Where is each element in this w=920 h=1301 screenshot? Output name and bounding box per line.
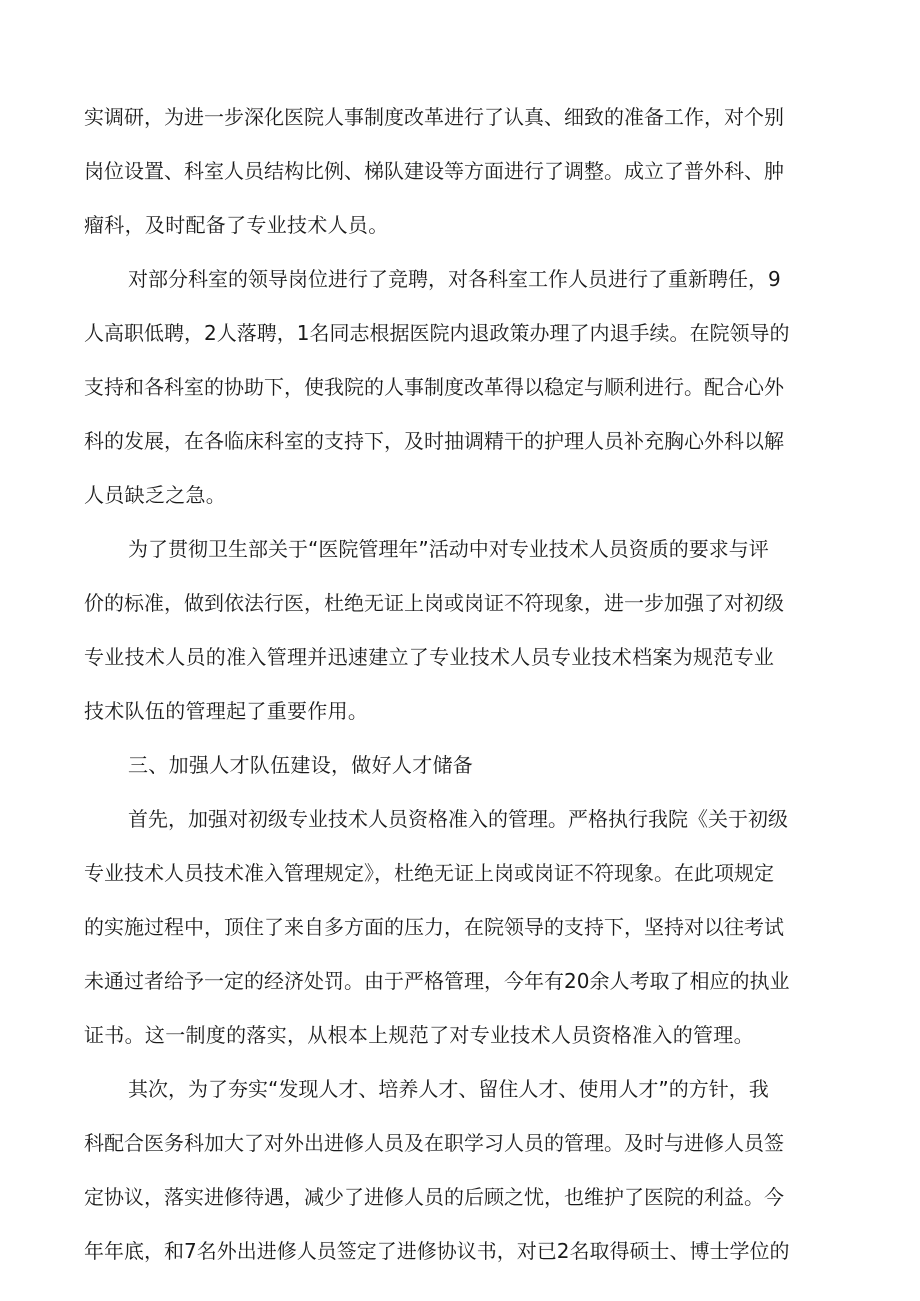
text-line: 年年底，和7名外出进修人员签定了进修协议书，对已2名取得硕士、博士学位的 xyxy=(84,1239,790,1263)
text-line: 未通过者给予一定的经济处罚。由于严格管理，今年有20余人考取了相应的执业 xyxy=(84,969,790,993)
text-line: 人员缺乏之急。 xyxy=(84,483,227,507)
text-line: 瘤科，及时配备了专业技术人员。 xyxy=(84,213,389,237)
text-line: 对部分科室的领导岗位进行了竞聘，对各科室工作人员进行了重新聘任，9 xyxy=(128,267,781,291)
text-line: 为了贯彻卫生部关于“医院管理年”活动中对专业技术人员资质的要求与评 xyxy=(128,537,769,561)
text-line: 技术队伍的管理起了重要作用。 xyxy=(84,699,369,723)
text-line: 证书。这一制度的落实，从根本上规范了对专业技术人员资格准入的管理。 xyxy=(84,1023,754,1047)
text-line: 专业技术人员的准入管理并迅速建立了专业技术人员专业技术档案为规范专业 xyxy=(84,645,775,669)
text-line: 岗位设置、科室人员结构比例、梯队建设等方面进行了调整。成立了普外科、肿 xyxy=(84,159,784,183)
text-line: 的实施过程中，顶住了来自多方面的压力，在院领导的支持下，坚持对以往考试 xyxy=(84,915,784,939)
text-line: 支持和各科室的协助下，使我院的人事制度改革得以稳定与顺利进行。配合心外 xyxy=(84,375,784,399)
text-line: 价的标准，做到依法行医，杜绝无证上岗或岗证不符现象，进一步加强了对初级 xyxy=(84,591,784,615)
text-line: 首先，加强对初级专业技术人员资格准入的管理。严格执行我院《关于初级 xyxy=(128,807,788,831)
text-line: 科的发展，在各临床科室的支持下，及时抽调精干的护理人员补充胸心外科以解 xyxy=(84,429,784,453)
section-heading: 三、加强人才队伍建设，做好人才储备 xyxy=(128,753,474,777)
text-line: 定协议，落实进修待遇，减少了进修人员的后顾之忧，也维护了医院的利益。今 xyxy=(84,1185,784,1209)
text-line: 实调研，为进一步深化医院人事制度改革进行了认真、细致的准备工作，对个别 xyxy=(84,105,784,129)
text-line: 科配合医务科加大了对外出进修人员及在职学习人员的管理。及时与进修人员签 xyxy=(84,1131,784,1155)
text-line: 人高职低聘，2人落聘，1名同志根据医院内退政策办理了内退手续。在院领导的 xyxy=(84,321,790,345)
text-line: 专业技术人员技术准入管理规定》，杜绝无证上岗或岗证不符现象。在此项规定 xyxy=(84,861,774,885)
text-line: 其次，为了夯实“发现人才、培养人才、留住人才、使用人才”的方针，我 xyxy=(128,1077,769,1101)
